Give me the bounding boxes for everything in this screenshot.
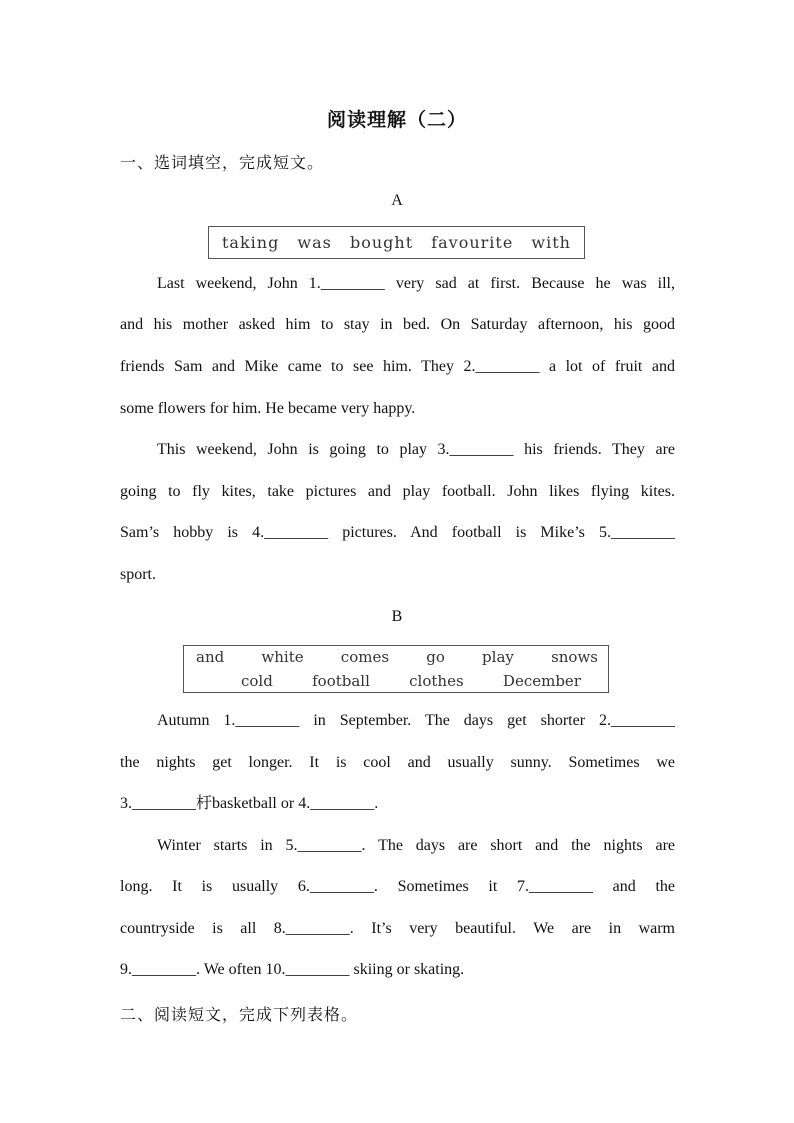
- word-bank-word: snows: [551, 648, 598, 666]
- word-bank-word: clothes: [409, 672, 464, 690]
- part-b-label: B: [391, 608, 403, 625]
- word-bank-word: December: [502, 672, 581, 690]
- word-bank-word: favourite: [431, 233, 514, 252]
- passage-a-line: Sam’s hobby is 4.________ pictures. And football is Mike’s 5.________: [120, 524, 675, 541]
- part-a-label: A: [391, 192, 403, 209]
- passage-a-line: Last weekend, John 1.________ very sad at first. Because he was ill,: [157, 275, 675, 292]
- passage-b-line: the nights get longer. It is cool and usually sunny. Sometimes we: [120, 754, 675, 771]
- word-bank-b: [183, 645, 609, 693]
- page-title: 阅读理解（二）: [326, 110, 467, 131]
- word-bank-word: taking: [222, 233, 280, 252]
- word-bank-word: cold: [241, 672, 273, 690]
- word-bank-word: was: [297, 233, 332, 252]
- passage-a-line: This weekend, John is going to play 3.________ his friends. They are: [157, 441, 675, 458]
- section-1-heading: 一、选词填空，完成短文。: [120, 155, 325, 172]
- passage-b-line: Winter starts in 5.________. The days are short and the nights are: [157, 837, 675, 854]
- word-bank-word: and: [196, 648, 225, 666]
- word-bank-word: go: [426, 648, 445, 666]
- word-bank-word: white: [261, 648, 304, 666]
- section-2-heading: 二、阅读短文，完成下列表格。: [120, 1007, 359, 1024]
- passage-b-line: long. It is usually 6.________. Sometimes it 7.________ and the: [120, 878, 675, 895]
- passage-b-line: 3.________杅basketball or 4.________.: [120, 795, 379, 812]
- word-bank-word: bought: [349, 233, 414, 252]
- passage-a-line: friends Sam and Mike came to see him. They 2.________ a lot of fruit and: [120, 358, 675, 375]
- passage-b-line: Autumn 1.________ in September. The days get shorter 2.________: [157, 712, 675, 729]
- word-bank-word: play: [482, 648, 514, 666]
- word-bank-word: football: [312, 672, 370, 690]
- passage-a-line: sport.: [120, 566, 156, 583]
- word-bank-word: with: [531, 233, 571, 252]
- word-bank-a: [208, 226, 585, 259]
- passage-b-line: 9.________. We often 10.________ skiing or skating.: [120, 961, 465, 978]
- passage-a-line: going to fly kites, take pictures and play football. John likes flying kites.: [120, 483, 675, 500]
- passage-b-line: countryside is all 8.________. It’s very beautiful. We are in warm: [120, 920, 675, 937]
- passage-a-line: some flowers for him. He became very happy.: [120, 400, 416, 417]
- passage-a-line: and his mother asked him to stay in bed. On Saturday afternoon, his good: [120, 316, 675, 333]
- word-bank-word: comes: [340, 648, 390, 666]
